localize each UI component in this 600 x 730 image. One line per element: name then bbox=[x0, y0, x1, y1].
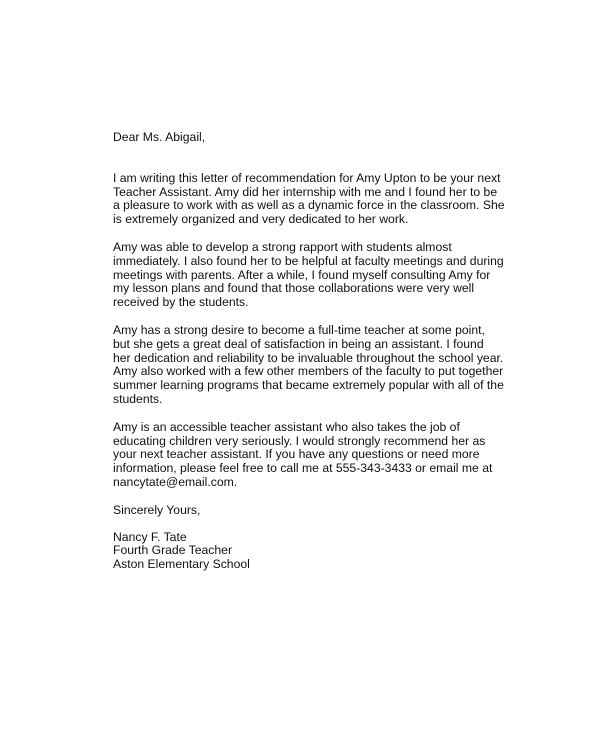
paragraph-line: a pleasure to work with as well as a dynamic force in the classroom. She bbox=[113, 198, 505, 213]
paragraph-line: summer learning programs that became extremely popular with all of the bbox=[113, 378, 504, 393]
paragraph-line: Amy has a strong desire to become a full-time teacher at some point, bbox=[113, 322, 485, 337]
paragraph-line: Teacher Assistant. Amy did her internship with me and I found her to be bbox=[113, 184, 498, 199]
signer-organization: Aston Elementary School bbox=[113, 557, 250, 572]
paragraph-line: I am writing this letter of recommendation for Amy Upton to be your next bbox=[113, 170, 501, 185]
signer-name: Nancy F. Tate bbox=[113, 529, 187, 544]
paragraph-1 bbox=[113, 172, 513, 227]
paragraph-line: information, please feel free to call me at 555-343-3433 or email me at bbox=[113, 461, 493, 476]
paragraph-4 bbox=[113, 421, 513, 490]
paragraph-line: Amy was able to develop a strong rapport with students almost bbox=[113, 239, 452, 254]
paragraph-2 bbox=[113, 241, 513, 310]
paragraph-line: her dedication and reliability to be invaluable throughout the school year. bbox=[113, 350, 504, 365]
paragraph-line: my lesson plans and found that those collaborations were very well bbox=[113, 281, 475, 296]
paragraph-3 bbox=[113, 324, 513, 407]
paragraph-line: received by the students. bbox=[113, 295, 249, 310]
signer-title: Fourth Grade Teacher bbox=[113, 543, 233, 558]
paragraph-line: meetings with parents. After a while, I found myself consulting Amy for bbox=[113, 267, 491, 282]
paragraph-line: students. bbox=[113, 391, 163, 406]
paragraph-line: nancytate@email.com. bbox=[113, 474, 238, 489]
paragraph-line: educating children very seriously. I would strongly recommend her as bbox=[113, 433, 486, 448]
paragraph-line: your next teacher assistant. If you have any questions or need more bbox=[113, 447, 480, 462]
signature-block bbox=[113, 531, 513, 572]
recommendation-letter bbox=[113, 131, 513, 572]
closing: Sincerely Yours, bbox=[113, 502, 201, 517]
paragraph-line: immediately. I also found her to be helpful at faculty meetings and during bbox=[113, 253, 504, 268]
salutation: Dear Ms. Abigail, bbox=[113, 130, 206, 144]
paragraph-line: Amy also worked with a few other members of the faculty to put together bbox=[113, 364, 504, 379]
paragraph-line: Amy is an accessible teacher assistant who also takes the job of bbox=[113, 419, 460, 434]
paragraph-line: but she gets a great deal of satisfaction in being an assistant. I found bbox=[113, 336, 484, 351]
paragraph-line: is extremely organized and very dedicated to her work. bbox=[113, 212, 409, 227]
